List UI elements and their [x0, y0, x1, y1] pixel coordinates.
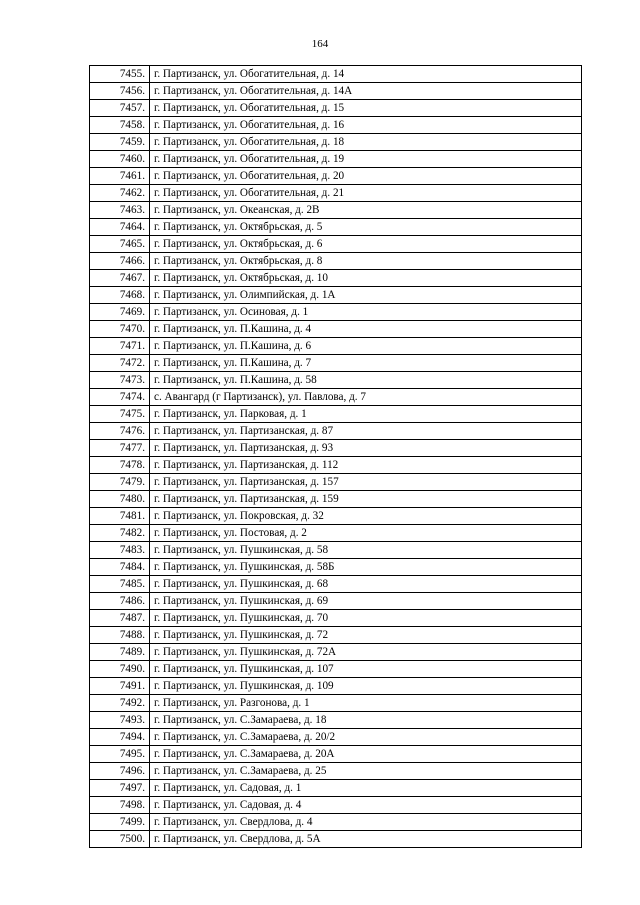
row-number: 7477.	[90, 440, 150, 457]
row-address: г. Партизанск, ул. С.Замараева, д. 20/2	[150, 729, 582, 746]
row-address: г. Партизанск, ул. Обогатительная, д. 19	[150, 151, 582, 168]
table-row	[90, 406, 582, 423]
row-address: г. Партизанск, ул. Пушкинская, д. 58Б	[150, 559, 582, 576]
table-row	[90, 321, 582, 338]
table-row	[90, 814, 582, 831]
row-number: 7469.	[90, 304, 150, 321]
row-number: 7457.	[90, 100, 150, 117]
row-number: 7498.	[90, 797, 150, 814]
table-row	[90, 151, 582, 168]
row-address: г. Партизанск, ул. Океанская, д. 2В	[150, 202, 582, 219]
row-number: 7480.	[90, 491, 150, 508]
row-address: г. Партизанск, ул. Садовая, д. 4	[150, 797, 582, 814]
row-address: г. Партизанск, ул. Пушкинская, д. 109	[150, 678, 582, 695]
table-row	[90, 100, 582, 117]
row-number: 7486.	[90, 593, 150, 610]
row-number: 7481.	[90, 508, 150, 525]
table-row	[90, 457, 582, 474]
row-address: г. Партизанск, ул. Партизанская, д. 112	[150, 457, 582, 474]
row-number: 7467.	[90, 270, 150, 287]
table-row	[90, 338, 582, 355]
table-row	[90, 746, 582, 763]
row-address: г. Партизанск, ул. Покровская, д. 32	[150, 508, 582, 525]
row-number: 7490.	[90, 661, 150, 678]
row-number: 7497.	[90, 780, 150, 797]
row-number: 7465.	[90, 236, 150, 253]
row-address: г. Партизанск, ул. Обогатительная, д. 14А	[150, 83, 582, 100]
table-row	[90, 780, 582, 797]
table-row	[90, 661, 582, 678]
row-number: 7496.	[90, 763, 150, 780]
row-number: 7476.	[90, 423, 150, 440]
row-address: г. Партизанск, ул. Обогатительная, д. 16	[150, 117, 582, 134]
row-address: г. Партизанск, ул. Олимпийская, д. 1А	[150, 287, 582, 304]
table-row	[90, 304, 582, 321]
table-body	[90, 66, 582, 848]
row-number: 7475.	[90, 406, 150, 423]
row-address: г. Партизанск, ул. Обогатительная, д. 15	[150, 100, 582, 117]
row-number: 7458.	[90, 117, 150, 134]
row-number: 7488.	[90, 627, 150, 644]
table-row	[90, 355, 582, 372]
row-address: г. Партизанск, ул. Пушкинская, д. 70	[150, 610, 582, 627]
row-address: г. Партизанск, ул. С.Замараева, д. 25	[150, 763, 582, 780]
row-address: г. Партизанск, ул. Партизанская, д. 87	[150, 423, 582, 440]
row-address: г. Партизанск, ул. С.Замараева, д. 20А	[150, 746, 582, 763]
row-number: 7483.	[90, 542, 150, 559]
row-address: г. Партизанск, ул. Октябрьская, д. 8	[150, 253, 582, 270]
table-row	[90, 372, 582, 389]
table-row	[90, 134, 582, 151]
table-row	[90, 423, 582, 440]
table-row	[90, 525, 582, 542]
row-number: 7485.	[90, 576, 150, 593]
row-address: г. Партизанск, ул. С.Замараева, д. 18	[150, 712, 582, 729]
row-number: 7484.	[90, 559, 150, 576]
row-number: 7471.	[90, 338, 150, 355]
table-row	[90, 219, 582, 236]
row-number: 7466.	[90, 253, 150, 270]
table-row	[90, 202, 582, 219]
table-row	[90, 253, 582, 270]
row-number: 7473.	[90, 372, 150, 389]
row-number: 7459.	[90, 134, 150, 151]
row-number: 7487.	[90, 610, 150, 627]
table-row	[90, 474, 582, 491]
row-address: г. Партизанск, ул. Октябрьская, д. 6	[150, 236, 582, 253]
row-address: г. Партизанск, ул. Октябрьская, д. 5	[150, 219, 582, 236]
row-address: г. Партизанск, ул. Партизанская, д. 93	[150, 440, 582, 457]
table-row	[90, 559, 582, 576]
table-row	[90, 763, 582, 780]
row-number: 7499.	[90, 814, 150, 831]
table-row	[90, 712, 582, 729]
row-address: г. Партизанск, ул. Свердлова, д. 4	[150, 814, 582, 831]
table-row	[90, 508, 582, 525]
table-row	[90, 287, 582, 304]
row-address: г. Партизанск, ул. Обогатительная, д. 14	[150, 66, 582, 83]
row-number: 7491.	[90, 678, 150, 695]
row-number: 7470.	[90, 321, 150, 338]
row-number: 7456.	[90, 83, 150, 100]
table-row	[90, 797, 582, 814]
row-number: 7468.	[90, 287, 150, 304]
table-row	[90, 66, 582, 83]
row-number: 7482.	[90, 525, 150, 542]
table-row	[90, 83, 582, 100]
row-number: 7494.	[90, 729, 150, 746]
table-row	[90, 185, 582, 202]
row-address: г. Партизанск, ул. П.Кашина, д. 58	[150, 372, 582, 389]
address-table	[89, 65, 582, 848]
row-address: г. Партизанск, ул. Пушкинская, д. 72А	[150, 644, 582, 661]
row-address: г. Партизанск, ул. Пушкинская, д. 69	[150, 593, 582, 610]
row-number: 7493.	[90, 712, 150, 729]
row-number: 7495.	[90, 746, 150, 763]
table-row	[90, 678, 582, 695]
table-row	[90, 389, 582, 406]
row-address: г. Партизанск, ул. Партизанская, д. 159	[150, 491, 582, 508]
row-address: г. Партизанск, ул. Осиновая, д. 1	[150, 304, 582, 321]
table-row	[90, 117, 582, 134]
row-number: 7479.	[90, 474, 150, 491]
row-number: 7455.	[90, 66, 150, 83]
table-row	[90, 831, 582, 848]
row-address: г. Партизанск, ул. Пушкинская, д. 72	[150, 627, 582, 644]
row-number: 7500.	[90, 831, 150, 848]
row-number: 7464.	[90, 219, 150, 236]
row-number: 7462.	[90, 185, 150, 202]
row-address: г. Партизанск, ул. Постовая, д. 2	[150, 525, 582, 542]
table-row	[90, 593, 582, 610]
page-number: 164	[311, 38, 329, 50]
row-number: 7472.	[90, 355, 150, 372]
row-address: г. Партизанск, ул. П.Кашина, д. 6	[150, 338, 582, 355]
row-number: 7492.	[90, 695, 150, 712]
row-address: г. Партизанск, ул. Октябрьская, д. 10	[150, 270, 582, 287]
row-number: 7461.	[90, 168, 150, 185]
row-number: 7474.	[90, 389, 150, 406]
row-address: г. Партизанск, ул. Обогатительная, д. 21	[150, 185, 582, 202]
row-number: 7478.	[90, 457, 150, 474]
table-row	[90, 627, 582, 644]
table-row	[90, 695, 582, 712]
table-row	[90, 644, 582, 661]
row-address: г. Партизанск, ул. П.Кашина, д. 4	[150, 321, 582, 338]
row-address: г. Партизанск, ул. Пушкинская, д. 58	[150, 542, 582, 559]
table-row	[90, 270, 582, 287]
row-address: г. Партизанск, ул. Парковая, д. 1	[150, 406, 582, 423]
row-address: с. Авангард (г Партизанск), ул. Павлова, д. 7	[150, 389, 582, 406]
row-address: г. Партизанск, ул. Садовая, д. 1	[150, 780, 582, 797]
table-row	[90, 576, 582, 593]
row-address: г. Партизанск, ул. Пушкинская, д. 107	[150, 661, 582, 678]
row-number: 7463.	[90, 202, 150, 219]
row-address: г. Партизанск, ул. Партизанская, д. 157	[150, 474, 582, 491]
row-number: 7460.	[90, 151, 150, 168]
table-row	[90, 729, 582, 746]
table-row	[90, 168, 582, 185]
table-row	[90, 542, 582, 559]
row-address: г. Партизанск, ул. Свердлова, д. 5А	[150, 831, 582, 848]
row-address: г. Партизанск, ул. Обогатительная, д. 20	[150, 168, 582, 185]
table-row	[90, 610, 582, 627]
row-address: г. Партизанск, ул. Разгонова, д. 1	[150, 695, 582, 712]
row-address: г. Партизанск, ул. П.Кашина, д. 7	[150, 355, 582, 372]
table-row	[90, 236, 582, 253]
row-number: 7489.	[90, 644, 150, 661]
table-row	[90, 440, 582, 457]
row-address: г. Партизанск, ул. Обогатительная, д. 18	[150, 134, 582, 151]
row-address: г. Партизанск, ул. Пушкинская, д. 68	[150, 576, 582, 593]
table-row	[90, 491, 582, 508]
